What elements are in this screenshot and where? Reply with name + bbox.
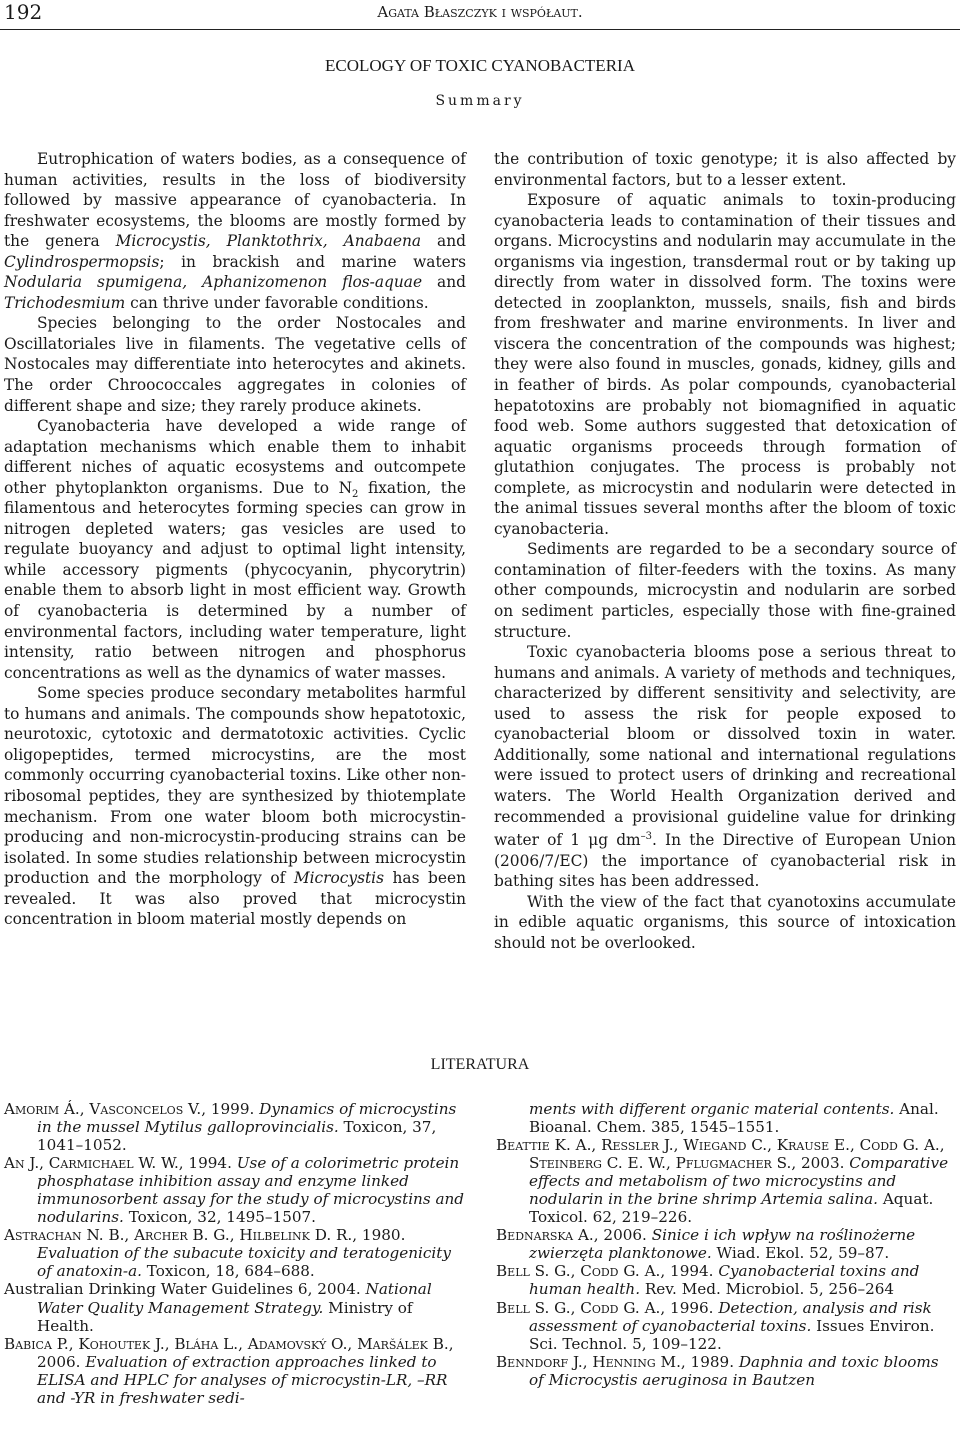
page-header (0, 0, 960, 26)
summary-paragraph-3 (4, 416, 466, 683)
reference-title: Use of a colorimetric protein phosphatase inhibition assay and enzyme linked immunosorbent assay for the study of microcystins and nodularins. (37, 1154, 465, 1227)
reference-journal: Aquat. Toxicol. 62, 219–226. (529, 1190, 934, 1227)
italic-taxon: Cylindrospermopsis (4, 252, 160, 271)
reference-entry (4, 1280, 470, 1334)
summary-right-column (494, 149, 956, 953)
reference-entry (4, 1154, 470, 1226)
article-title: ECOLOGY OF TOXIC CYANOBACTERIA (325, 56, 635, 75)
reference-authors: Bell S. G., Codd G. A. (496, 1262, 661, 1281)
reference-title: Evaluation of extraction approaches linked to ELISA and HPLC for analyses of microcystin-LR, –RR and -YR in freshwater sedi- (37, 1352, 448, 1407)
summary-text-segment: ; in brackish and marine waters (159, 252, 466, 271)
reference-journal: Rev. Med. Microbiol. 5, 256–264 (640, 1280, 895, 1299)
summary-text-segment: and (421, 232, 466, 251)
summary-p3-part-b: fixation, the filamentous and heterocytes forming species can grow in nitrogen depleted waters; gas vesicles are used to regulate buoyancy and adjust to optimal light intensity, while accessory pigments (phycocyanin, phycorytrin) enable them to absorb light in most efficient way. Growth of cyanobacteria is determined by a number of environmental factors, including water temperature, light intensity, ratio between nitrogen and phosphorus concentrations as well as the dynamics of water masses. (4, 478, 467, 682)
reference-journal: Toxicon, 18, 684–688. (141, 1262, 315, 1281)
reference-title: Evaluation of the subacute toxicity and teratogenicity of anatoxin-a. (37, 1244, 451, 1281)
reference-authors: Babica P., Kohoutek J., Bláha L., Adamovský O., Maršálek B. (4, 1334, 449, 1353)
reference-entry (4, 1100, 470, 1154)
reference-entry (4, 1226, 470, 1280)
summary-p4-part-b: has been revealed. It was also proved that microcystin concentration in bloom material mostly depends on (4, 869, 466, 929)
summary-paragraph-2: Species belonging to the order Nostocales and Oscillatoriales live in filaments. The vegetative cells of Nostocales may differentiate into heterocytes and akinets. The order Chroococcales aggregates in colonies of different shape and size; they rarely produce akinets. (4, 314, 466, 415)
summary-p8-part-b: . In the Directive of European Union (2006/7/EC) the importance of cyanobacterial risk in bathing sites has been addressed. (494, 831, 956, 891)
reference-year: , 1999. (201, 1100, 260, 1118)
reference-entry (496, 1226, 958, 1262)
reference-title: ments with different organic material contents. (529, 1100, 895, 1118)
unit-superscript: –3 (640, 831, 653, 843)
reference-year: , 1980. (352, 1226, 406, 1245)
summary-label: Summary (435, 93, 525, 109)
italic-taxon: Microcystis, Planktothrix, Anabaena (115, 232, 422, 251)
summary-text-segment: and (422, 273, 466, 292)
literatura-heading: LITERATURA (430, 1056, 530, 1073)
reference-year: , 1996. (660, 1298, 719, 1317)
reference-journal: Issues Environ. Sci. Technol. 5, 109–122. (529, 1316, 935, 1353)
summary-paragraph-6: Exposure of aquatic animals to toxin-producing cyanobacteria leads to contamination of their tissues and organs. Microcystins and nodularin may accumulate in the organisms via ingestion, transdermal rout or by taking up directly from water in dissolved form. The toxins were detected in zooplankton, mussels, snails, fish and birds from freshwater and marine environments. In liver and viscera the concentration of the compounds was highest; they were also found in muscles, gonads, kidney, gills and in feather of birds. As polar compounds, cyanobacterial hepatotoxins are probably not biomagnified in aquatic food web. Some authors suggested that detoxication of aquatic organisms proceeds through formation of glutathion conjugates. The process is probably not complete, as microcystin and nodularin were detected in the animal tissues several months after the bloom of toxic cyanobacteria. (494, 191, 956, 538)
reference-journal: Anal. Bioanal. Chem. 385, 1545–1551. (529, 1100, 939, 1137)
reference-year: , 1994. (178, 1154, 237, 1173)
summary-paragraph-9: With the view of the fact that cyanotoxins accumulate in edible aquatic organisms, this source of intoxication should not be overlooked. (494, 892, 956, 952)
italic-taxon: Nodularia spumigena, Aphanizomenon flos-aquae (4, 273, 423, 292)
reference-authors: An J., Carmichael W. W. (4, 1154, 179, 1173)
reference-title: National Water Quality Management Strategy. (37, 1280, 432, 1317)
summary-left-column (4, 149, 466, 930)
references-left-column (4, 1100, 470, 1407)
reference-authors: Bell S. G., Codd G. A. (496, 1298, 661, 1317)
summary-text-segment: Eutrophication of waters bodies, as a consequence of human activities, results in the loss of biodiversity followed by massive appearance of cyanobacteria. In freshwater ecosystems, the blooms are mostly formed by the genera (4, 150, 466, 251)
reference-authors: Benndorf J., Henning M. (496, 1352, 681, 1371)
reference-year: , 1994. (660, 1262, 719, 1281)
reference-title: Dynamics of microcystins in the mussel Mytilus galloprovincialis. (37, 1100, 457, 1137)
reference-entry (496, 1100, 958, 1136)
reference-source: Australian Drinking Water Guidelines 6, 2004. (4, 1280, 366, 1299)
reference-entry (496, 1353, 958, 1389)
reference-authors: Astrachan N. B., Archer B. G., Hilbelink D. R. (4, 1226, 353, 1245)
running-head: Agata Błaszczyk i współaut. (377, 3, 583, 21)
reference-entry (496, 1262, 958, 1298)
summary-paragraph-1 (4, 149, 466, 313)
reference-authors: Amorim Á., Vasconcelos V. (4, 1100, 202, 1118)
reference-year: , 1989. (680, 1352, 739, 1371)
summary-paragraph-4 (4, 683, 466, 930)
reference-journal: Toxicon, 32, 1495–1507. (123, 1208, 317, 1227)
summary-text-segment: can thrive under favorable conditions. (125, 293, 429, 312)
reference-title: Cyanobacterial toxins and human health. (529, 1262, 920, 1299)
reference-year: , 2006. (37, 1334, 454, 1371)
reference-title: Sinice i ich wpływ na roślinożerne zwierzęta planktonowe. (529, 1226, 916, 1263)
reference-entry (496, 1136, 958, 1226)
reference-authors: Bednarska A. (496, 1226, 594, 1245)
reference-year: , 2006. (593, 1226, 652, 1245)
reference-journal: Ministry of Health. (37, 1298, 413, 1335)
summary-p4-part-a: Some species produce secondary metabolites harmful to humans and animals. The compounds show hepatotoxic, neurotoxic, cytotoxic and dermatotoxic activities. Cyclic oligopeptides, termed microcystins, are the most commonly occurring cyanobacterial toxins. Like other non-ribosomal peptides, they are synthesized by thiotemplate mechanism. From one water bloom both microcystin-producing and non-microcystin-producing strains can be isolated. In some studies relationship between microcystin production and the morphology of (4, 684, 466, 888)
reference-year: , 2003. (791, 1154, 850, 1173)
reference-title: Comparative effects and metabolism of two microcystins and nodularin in the brine shrimp Artemia salina. (529, 1154, 949, 1209)
nitrogen-subscript: 2 (352, 488, 359, 500)
summary-p8-part-a: Toxic cyanobacteria blooms pose a serious threat to humans and animals. A variety of methods and techniques, characterized by different sensitivity and selectivity, are used to assess the risk for people exposed to cyanobacterial bloom or dissolved toxin in water. Additionally, some national and international regulations were issued to protect users of drinking and recreational waters. The World Health Organization derived and recommended a provisional guideline value for drinking water of 1 μg dm (494, 643, 956, 850)
reference-title: Detection, analysis and risk assessment of cyanobacterial toxins. (529, 1298, 932, 1335)
page-number: 192 (4, 0, 43, 24)
reference-authors: Beattie K. A., Ressler J., Wiegand C., Krause E., Codd G. A., Steinberg C. E. W., Pflugmacher S. (496, 1136, 945, 1173)
italic-taxon: Trichodesmium (4, 293, 126, 312)
summary-paragraph-7: Sediments are regarded to be a secondary source of contamination of filter-feeders with the toxins. As many other compounds, microcystin and nodularin are sorbed on sediment particles, especially those with fine-grained structure. (494, 540, 956, 641)
reference-journal: Wiad. Ekol. 52, 59–87. (711, 1244, 890, 1263)
references-right-column (496, 1100, 958, 1389)
summary-p3-part-a: Cyanobacteria have developed a wide range of adaptation mechanisms which enable them to inhabit different niches of aquatic ecosystems and outcompete other phytoplankton organisms. Due to N (4, 417, 466, 497)
summary-paragraph-8 (494, 642, 956, 892)
reference-title: Daphnia and toxic blooms of Microcystis aeruginosa in Bautzen (529, 1352, 939, 1389)
header-rule (0, 29, 960, 30)
summary-paragraph-5: the contribution of toxic genotype; it is also affected by environmental factors, but to a lesser extent. (494, 150, 956, 189)
reference-entry (496, 1299, 958, 1353)
summary-p4-italic: Microcystis (293, 869, 384, 888)
reference-entry (4, 1335, 470, 1407)
reference-journal: Toxicon, 37, 1041–1052. (37, 1118, 437, 1155)
